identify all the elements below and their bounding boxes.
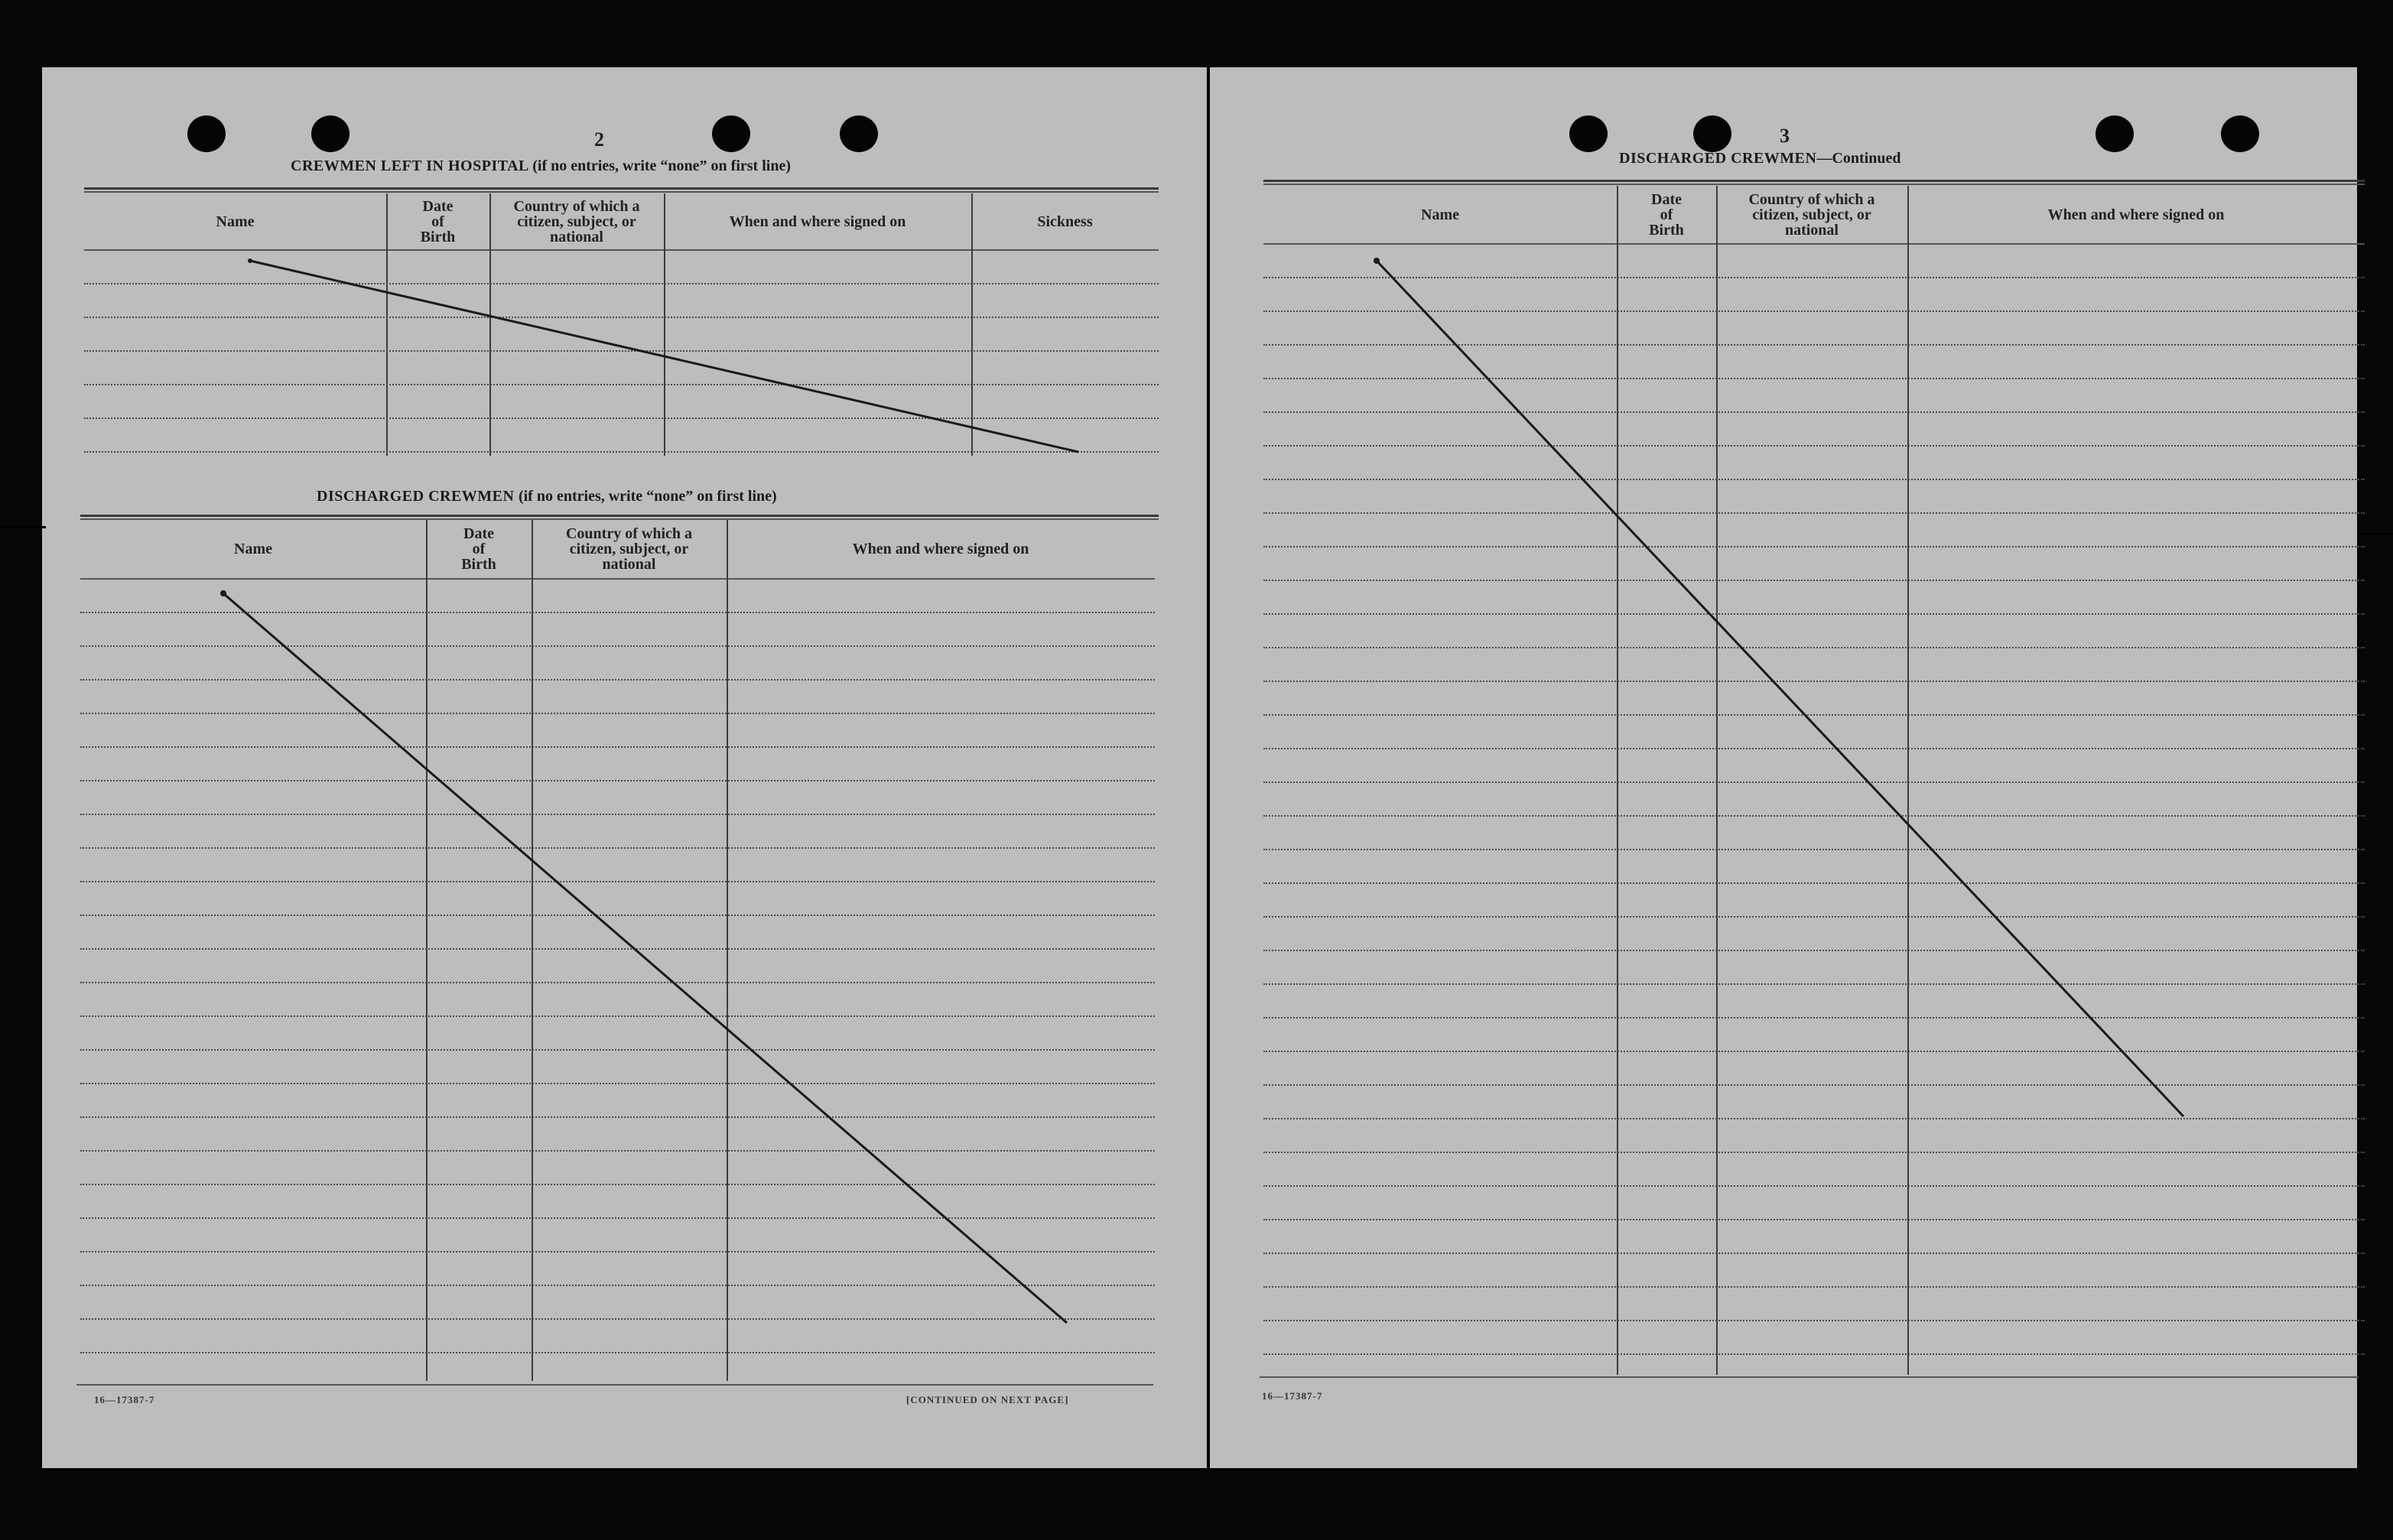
table-row[interactable] bbox=[80, 847, 1155, 849]
table-row[interactable] bbox=[80, 1083, 1155, 1084]
table-row[interactable] bbox=[1263, 950, 2365, 951]
section-title-text: DISCHARGED CREWMEN bbox=[1619, 150, 1817, 167]
column-header: Date of Birth bbox=[420, 197, 456, 245]
scan-cut-line bbox=[0, 526, 46, 528]
table-row[interactable] bbox=[1263, 378, 2365, 379]
table-row[interactable] bbox=[1263, 882, 2365, 884]
table-row[interactable] bbox=[1263, 1353, 2365, 1355]
table-row[interactable] bbox=[80, 679, 1155, 681]
table-row[interactable] bbox=[1263, 916, 2365, 918]
table-row[interactable] bbox=[80, 1217, 1155, 1219]
table-row[interactable] bbox=[1263, 546, 2365, 547]
table-row[interactable] bbox=[80, 612, 1155, 613]
table-row[interactable] bbox=[1263, 849, 2365, 850]
table-row[interactable] bbox=[84, 384, 1159, 385]
table-row[interactable] bbox=[1263, 512, 2365, 514]
table-row[interactable] bbox=[1263, 781, 2365, 783]
table-row[interactable] bbox=[80, 1251, 1155, 1252]
table-row[interactable] bbox=[1263, 1219, 2365, 1220]
column-divider bbox=[664, 193, 665, 456]
column-header: Date of Birth bbox=[461, 525, 496, 573]
table-row[interactable] bbox=[1263, 714, 2365, 716]
table-row[interactable] bbox=[80, 1049, 1155, 1051]
table-row[interactable] bbox=[80, 1352, 1155, 1353]
table-row[interactable] bbox=[80, 1150, 1155, 1152]
table-row[interactable] bbox=[84, 417, 1159, 419]
table-row[interactable] bbox=[84, 350, 1159, 352]
table-row[interactable] bbox=[1263, 1084, 2365, 1086]
table-row[interactable] bbox=[1263, 983, 2365, 985]
table-row[interactable] bbox=[1263, 411, 2365, 413]
table-row[interactable] bbox=[1263, 344, 2365, 346]
table-row[interactable] bbox=[1263, 445, 2365, 447]
table-row[interactable] bbox=[80, 982, 1155, 983]
section-title-text: DISCHARGED CREWMEN bbox=[317, 488, 515, 505]
punch-hole bbox=[712, 115, 750, 152]
punch-hole bbox=[840, 115, 878, 152]
punch-hole bbox=[2096, 115, 2134, 152]
punch-hole bbox=[2221, 115, 2259, 152]
table-row[interactable] bbox=[1263, 1051, 2365, 1052]
header-rule bbox=[80, 578, 1155, 580]
discharged-section-title bbox=[317, 488, 777, 505]
punch-hole bbox=[311, 115, 350, 152]
column-divider bbox=[386, 193, 388, 456]
cancel-strike-line bbox=[1377, 261, 2183, 1116]
pen-dot bbox=[1374, 258, 1380, 264]
column-header: Sickness bbox=[1037, 213, 1093, 230]
left-page bbox=[42, 67, 1207, 1468]
column-divider bbox=[1907, 186, 1909, 1375]
table-row[interactable] bbox=[1263, 647, 2365, 648]
column-header: Name bbox=[1421, 206, 1459, 223]
table-row[interactable] bbox=[84, 451, 1159, 453]
table-row[interactable] bbox=[80, 915, 1155, 916]
punch-hole bbox=[1569, 115, 1608, 152]
table-top-rule bbox=[84, 191, 1159, 193]
column-divider bbox=[1716, 186, 1718, 1375]
table-row[interactable] bbox=[84, 283, 1159, 284]
table-row[interactable] bbox=[1263, 1152, 2365, 1153]
table-row[interactable] bbox=[80, 713, 1155, 714]
table-top-rule bbox=[1263, 184, 2365, 185]
table-row[interactable] bbox=[1263, 1320, 2365, 1321]
table-row[interactable] bbox=[80, 1116, 1155, 1118]
table-row[interactable] bbox=[1263, 681, 2365, 682]
section-instruction: (if no entries, write “none” on first line) bbox=[532, 158, 791, 174]
table-row[interactable] bbox=[1263, 1185, 2365, 1187]
table-row[interactable] bbox=[1263, 1252, 2365, 1254]
table-row[interactable] bbox=[80, 1184, 1155, 1185]
cancel-strike-lines bbox=[42, 67, 1207, 1468]
section-instruction: (if no entries, write “none” on first line) bbox=[518, 488, 777, 505]
header-rule bbox=[1263, 243, 2365, 245]
column-header: Date of Birth bbox=[1649, 190, 1684, 239]
cancel-strike-line bbox=[223, 593, 1067, 1323]
hospital-section-title bbox=[291, 158, 791, 175]
column-header: Country of which a citizen, subject, or national bbox=[513, 197, 640, 245]
punch-hole bbox=[187, 115, 226, 152]
pen-dot bbox=[220, 590, 226, 596]
column-header: When and where signed on bbox=[852, 541, 1029, 557]
column-header: Name bbox=[234, 541, 272, 557]
table-row[interactable] bbox=[80, 1318, 1155, 1320]
form-number: 16—17387-7 bbox=[94, 1394, 155, 1405]
table-row[interactable] bbox=[1263, 815, 2365, 817]
table-row[interactable] bbox=[80, 645, 1155, 647]
section-title-text: CREWMEN LEFT IN HOSPITAL bbox=[291, 158, 528, 174]
table-row[interactable] bbox=[80, 780, 1155, 781]
page-number: 3 bbox=[1780, 125, 1790, 147]
column-header: When and where signed on bbox=[2047, 206, 2225, 223]
table-row[interactable] bbox=[1263, 1286, 2365, 1288]
table-row[interactable] bbox=[84, 317, 1159, 318]
column-header: Name bbox=[216, 213, 255, 230]
discharged-continued-title bbox=[1619, 150, 1901, 167]
table-row[interactable] bbox=[1263, 613, 2365, 615]
table-row[interactable] bbox=[80, 948, 1155, 950]
table-row[interactable] bbox=[80, 1015, 1155, 1017]
right-page bbox=[1210, 67, 2357, 1468]
table-row[interactable] bbox=[1263, 1118, 2365, 1119]
section-title-suffix: —Continued bbox=[1816, 150, 1901, 167]
table-top-rule bbox=[1263, 180, 2365, 182]
punch-hole bbox=[1693, 115, 1731, 152]
column-divider bbox=[1617, 186, 1618, 1375]
table-row[interactable] bbox=[1263, 277, 2365, 278]
header-rule bbox=[84, 249, 1159, 251]
table-row[interactable] bbox=[1263, 580, 2365, 581]
form-number: 16—17387-7 bbox=[1262, 1390, 1323, 1402]
table-row[interactable] bbox=[1263, 479, 2365, 480]
pen-dot bbox=[248, 258, 252, 263]
table-row[interactable] bbox=[1263, 310, 2365, 312]
table-bottom-rule bbox=[76, 1384, 1153, 1386]
table-bottom-rule bbox=[1260, 1376, 2359, 1378]
table-row[interactable] bbox=[80, 814, 1155, 815]
table-row[interactable] bbox=[1263, 1017, 2365, 1019]
table-row[interactable] bbox=[80, 881, 1155, 882]
table-row[interactable] bbox=[1263, 748, 2365, 749]
column-header: Country of which a citizen, subject, or national bbox=[565, 525, 692, 573]
column-header: When and where signed on bbox=[729, 213, 906, 230]
table-top-rule bbox=[80, 515, 1159, 517]
table-row[interactable] bbox=[80, 746, 1155, 748]
page-number: 2 bbox=[594, 128, 604, 151]
column-divider bbox=[489, 193, 491, 456]
table-row[interactable] bbox=[80, 1285, 1155, 1286]
column-divider bbox=[971, 193, 973, 456]
continued-note: [CONTINUED ON NEXT PAGE] bbox=[906, 1394, 1069, 1405]
table-top-rule bbox=[84, 187, 1159, 190]
column-header: Country of which a citizen, subject, or national bbox=[1748, 190, 1875, 239]
